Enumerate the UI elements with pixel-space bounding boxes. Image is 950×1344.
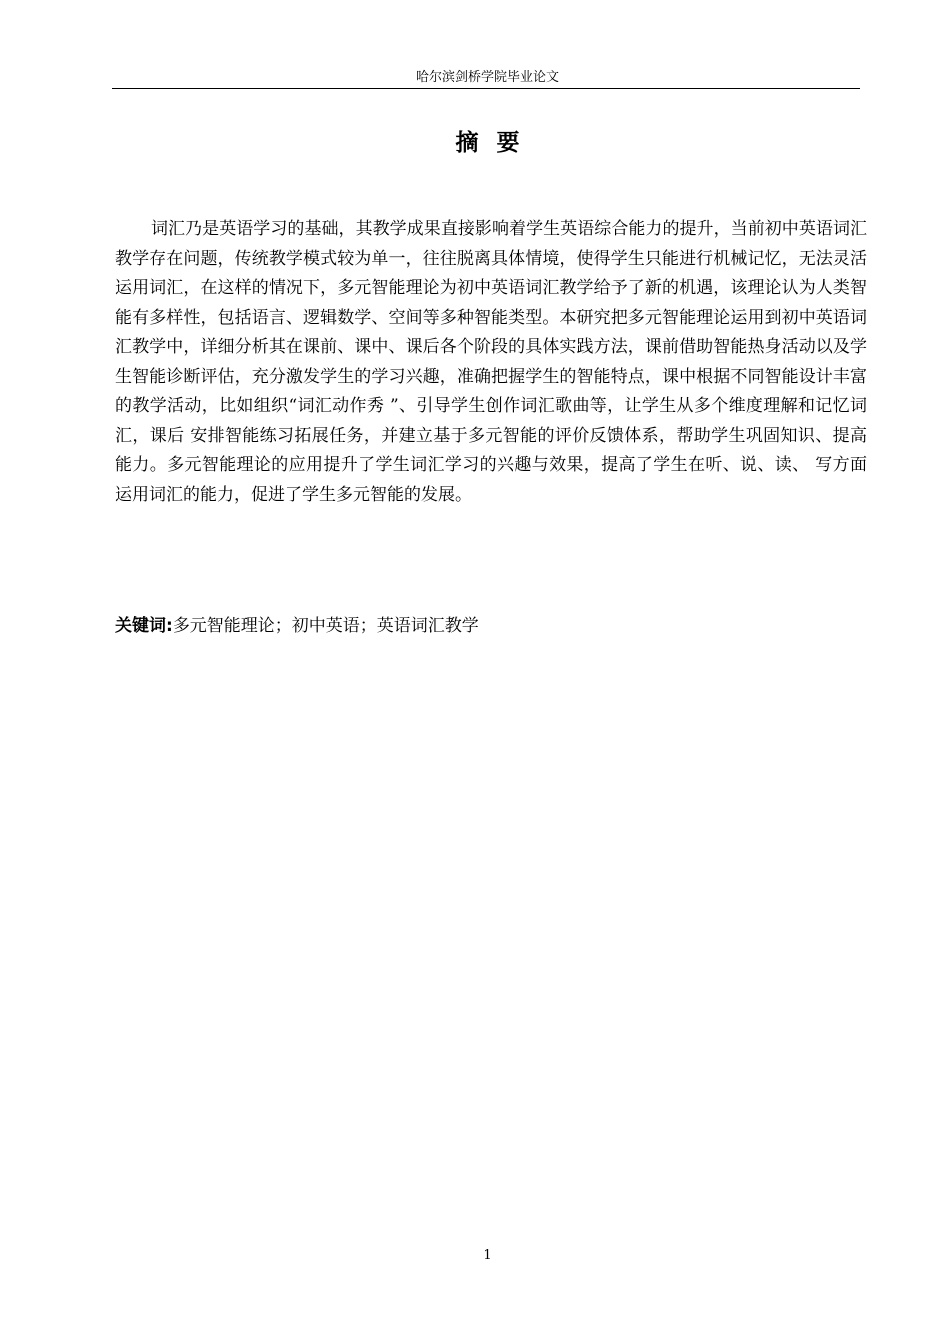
keywords-line [115, 613, 867, 639]
page-number: 1 [483, 1248, 492, 1263]
abstract-paragraph: 词汇乃是英语学习的基础，其教学成果直接影响着学生英语综合能力的提升，当前初中英语词汇教学存在问题，传统教学模式较为单一，往往脱离具体情境，使得学生只能进行机械记忆，无法灵活运用词汇，在这样的情况下，多元智能理论为初中英语词汇教学给予了新的机遇，该理论认为人类智能有多样性，包括语言、逻辑数学、空间等多种智能类型。本研究把多元智能理论运用到初中英语词汇教学中，详细分析其在课前、课中、课后各个阶段的具体实践方法，课前借助智能热身活动以及学生智能诊断评估，充分激发学生的学习兴趣，准确把握学生的智能特点，课中根据不同智能设计丰富的教学活动，比如组织“词汇动作秀 ”、引导学生创作词汇歌曲等，让学生从多个维度理解和记忆词汇，课后 安排智能练习拓展任务，并建立基于多元智能的评价反馈体系，帮助学生巩固知识、提高 能力。多元智能理论的应用提升了学生词汇学习的兴趣与效果，提高了学生在听、说、读、 写方面运用词汇的能力，促进了学生多元智能的发展。 [115, 219, 867, 505]
keywords-text: 多元智能理论；初中英语；英语词汇教学 [172, 616, 479, 636]
keywords-label: 关键词: [115, 616, 173, 636]
running-header: 哈尔滨剑桥学院毕业论文 [415, 70, 559, 85]
page-title: 摘要 [455, 130, 538, 156]
header-divider [112, 88, 860, 89]
